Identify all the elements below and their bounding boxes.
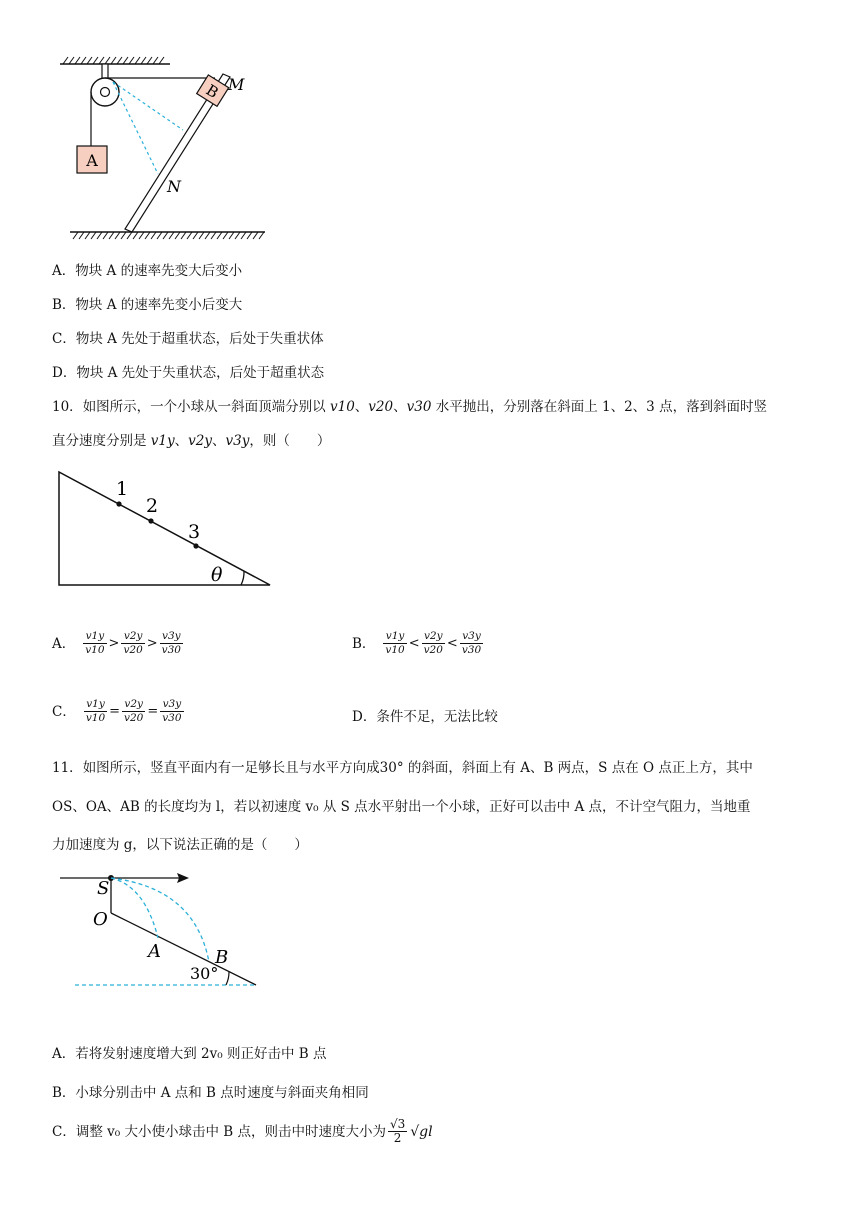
q10-figure <box>55 468 280 593</box>
label-3: 3 <box>188 521 201 543</box>
q9-option-b: B．物块 A 的速率先变小后变大 <box>52 297 243 313</box>
q11-stem-line2: OS、OA、AB 的长度均为 l，若以初速度 v₀ 从 S 点水平射出一个小球，正好可以击中 A 点，不计空气阻力，当地重 <box>52 799 751 815</box>
label-o: O <box>93 909 108 930</box>
q10-number: 10． <box>52 399 83 415</box>
q10-option-d: D．条件不足，无法比较 <box>352 709 498 725</box>
q10-option-b: B． $\frac{v1y}{v10}$ < $\frac{v2y}{v20}$ < $\frac{v3y}{v30}$ <box>352 630 482 656</box>
q9-option-a: A．物块 A 的速率先变大后变小 <box>52 263 243 279</box>
label-b: B <box>202 80 222 103</box>
q11-option-b: B．小球分别击中 A 点和 B 点时速度与斜面夹角相同 <box>52 1085 369 1101</box>
q9-option-d: D．物块 A 先处于失重状态，后处于超重状态 <box>52 365 325 381</box>
q11-stem-line1: 11．如图所示，竖直平面内有一足够长且与水平方向成30° 的斜面，斜面上有 A、B 两点，S 点在 O 点正上方，其中 <box>52 760 753 776</box>
label-s: S <box>97 878 110 899</box>
q10-option-a: A． $\frac{v1y}{v10}$ > $\frac{v2y}{v20}$ > $\frac{v3y}{v30}$ <box>52 630 181 656</box>
q9-figure <box>55 52 275 242</box>
label-a: A <box>86 151 98 170</box>
point-1 <box>116 501 121 506</box>
q10-option-c: C． $\frac{v1y}{v10}$ = $\frac{v2y}{v20}$ = $\frac{v3y}{v30}$ <box>52 698 182 724</box>
q11-option-c: C． 调整 v₀ 大小使小球击中 B 点，则击中时速度大小为 $\frac{√3}{2}$ √gl <box>52 1117 433 1145</box>
label-2: 2 <box>146 495 159 517</box>
q10-stem-line2: 直分速度分别是 v1y、v2y、v3y，则（ ） <box>52 433 331 449</box>
label-n: N <box>167 177 181 196</box>
label-1: 1 <box>116 478 129 500</box>
point-2 <box>148 518 153 523</box>
q11-number: 11． <box>52 760 83 776</box>
theta-label: θ <box>211 564 223 586</box>
angle-label: 30° <box>190 964 219 983</box>
label-a: A <box>148 941 161 962</box>
incline-triangle <box>59 472 270 585</box>
trajectory-a <box>111 878 158 938</box>
angle-arc <box>226 972 229 985</box>
incline-slope <box>111 913 256 985</box>
q11-figure <box>55 866 270 991</box>
q11-stem-line3: 力加速度为 g，以下说法正确的是（ ） <box>52 837 308 853</box>
point-3 <box>193 543 198 548</box>
q9-option-c: C．物块 A 先处于超重状态，后处于失重状体 <box>52 331 324 347</box>
q11-option-a: A．若将发射速度增大到 2v₀ 则正好击中 B 点 <box>52 1046 327 1062</box>
label-m: M <box>228 75 245 94</box>
q10-stem-line1: 10．如图所示，一个小球从一斜面顶端分别以 v10、v20、v30 水平抛出，分别落在斜面上 1、2、3 点，落到斜面时竖 <box>52 399 768 415</box>
label-b: B <box>215 947 229 968</box>
